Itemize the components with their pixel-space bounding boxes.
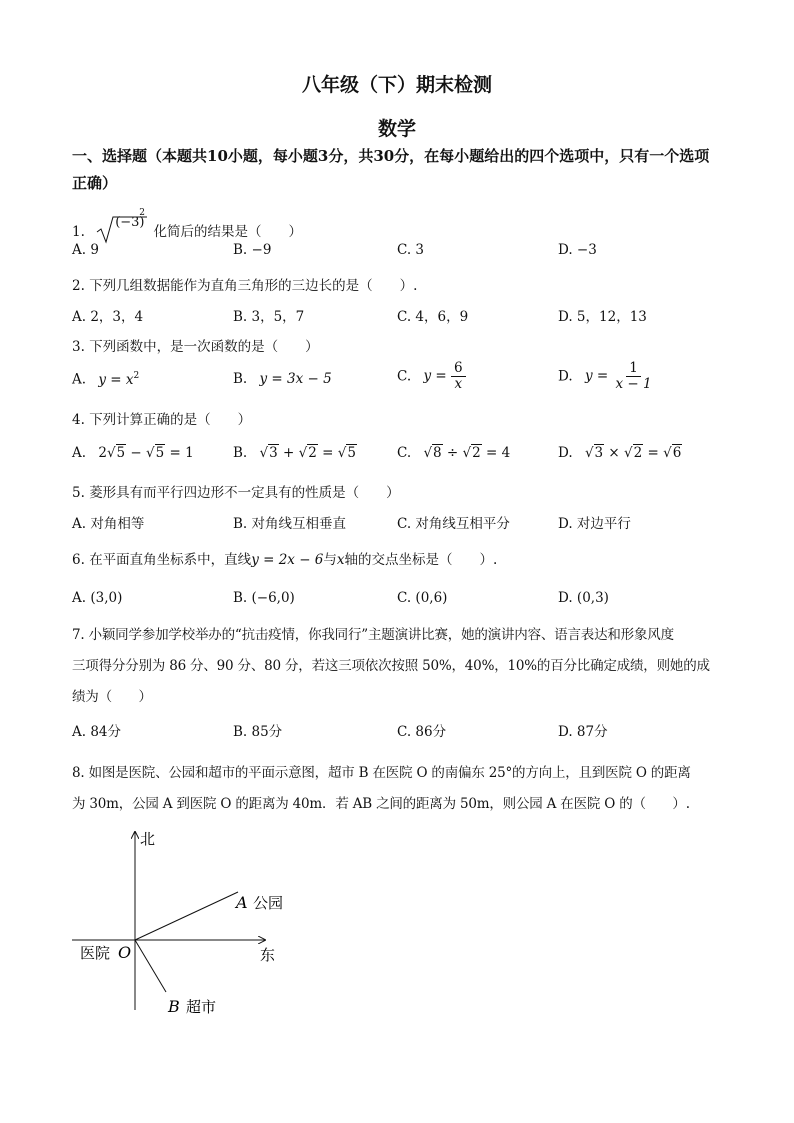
option-a: A. (3,0) [72,590,123,606]
question-3 [72,335,319,355]
park-letter: A [236,893,248,912]
market-label: 超市 [186,998,217,1016]
question-8: 8. 如图是医院、公园和超市的平面示意图，超市 B 在医院 O 的南偏东 25°的方向上，且到医院 O 的距离 为 30m，公园 A 到医院 O 的距离为 40m．若 AB 之间的距离为 50m，则公园 A 在医院 O 的（ ）. [72,765,691,812]
question-4 [72,408,251,428]
option-c: C. 对角线互相平分 [397,516,510,532]
segment-oa [135,892,238,940]
market-letter: B [168,997,180,1016]
option-b: B. 对角线互相垂直 [233,516,347,532]
option-d: D. −3 [558,242,597,258]
question-stem: 下列函数中，是一次函数的是（ ） [89,339,319,355]
option-d: D. 对边平行 [558,516,631,532]
park-label: 公园 [253,894,284,912]
option-d: D. 5，12，13 [558,309,647,325]
option-d: D. y = $\frac{1}{x - 1}$ [558,360,652,392]
sqrt-expression: (−3) 2 [95,214,149,244]
option-a: A. 2，3，4 [72,309,144,325]
option-b: B. −9 [233,242,272,258]
option-b: B. √3 + √2 = √5 [233,445,356,461]
question-6: 6. 在平面直角坐标系中，直线y = 2x − 6与x轴的交点坐标是（ ）. [72,552,498,568]
question-number: 8. [72,765,85,781]
question-number: 2. [72,278,85,294]
question-stem: 下列计算正确的是（ ） [89,412,252,428]
option-a: A. 2√5 − √5 = 1 [72,445,194,461]
option-c: C. (0,6) [397,590,448,606]
option-d: D. (0,3) [558,590,609,606]
option-c: C. 3 [397,242,425,258]
question-5 [72,481,400,501]
question-number: 1. [72,224,85,240]
question-stem: 菱形具有而平行四边形不一定具有的性质是（ ） [89,485,400,501]
option-b: B. 3，5，7 [233,309,305,325]
question-stem: 化简后的结果是（ ） [153,224,302,240]
question-number: 3. [72,339,85,355]
option-c: C. y = $\frac{6}{x}$ [397,361,466,392]
east-label: 东 [260,946,276,964]
hospital-label: 医院 [80,944,111,962]
subject-title: 数学 [377,118,416,140]
question-number: 6. [72,552,85,568]
map-figure [60,820,320,1025]
question-1 [72,208,302,244]
question-number: 4. [72,412,85,428]
option-a: A. 84分 [72,724,122,740]
option-d: D. 87分 [558,724,608,740]
option-a: A. 对角相等 [72,516,145,532]
option-b: B. y = 3x − 5 [233,371,332,387]
segment-ob [135,940,166,992]
option-a: A. $y = x^2$ [72,371,140,388]
option-b: B. (−6,0) [233,590,295,606]
exam-title: 八年级（下）期末检测 [301,74,492,96]
question-number: 7. [72,627,85,643]
question-7: 7. 小颖同学参加学校举办的“抗击疫情，你我同行”主题演讲比赛，她的演讲内容、语言表达和形象风度 三项得分分别为 86 分、90 分、80 分，若这三项依次按照 50%，40%，10%的百分比确定成绩，则她的成 绩为（ ） [72,627,710,705]
option-d: D. √3 × √2 = √6 [558,445,682,461]
option-c: C. √8 ÷ √2 = 4 [397,445,511,461]
origin-label: O [118,943,132,962]
north-label: 北 [140,830,156,848]
question-2 [72,274,417,294]
option-c: C. 86分 [397,724,447,740]
section-heading: 一、选择题（本题共10小题，每小题3分，共30分，在每小题给出的四个选项中，只有一个选项正确） [72,147,710,192]
option-a: A. 9 [72,242,99,258]
question-number: 5. [72,485,85,501]
option-b: B. 85分 [233,724,283,740]
question-stem: 下列几组数据能作为直角三角形的三边长的是（ ）. [89,278,418,294]
option-c: C. 4，6，9 [397,309,469,325]
